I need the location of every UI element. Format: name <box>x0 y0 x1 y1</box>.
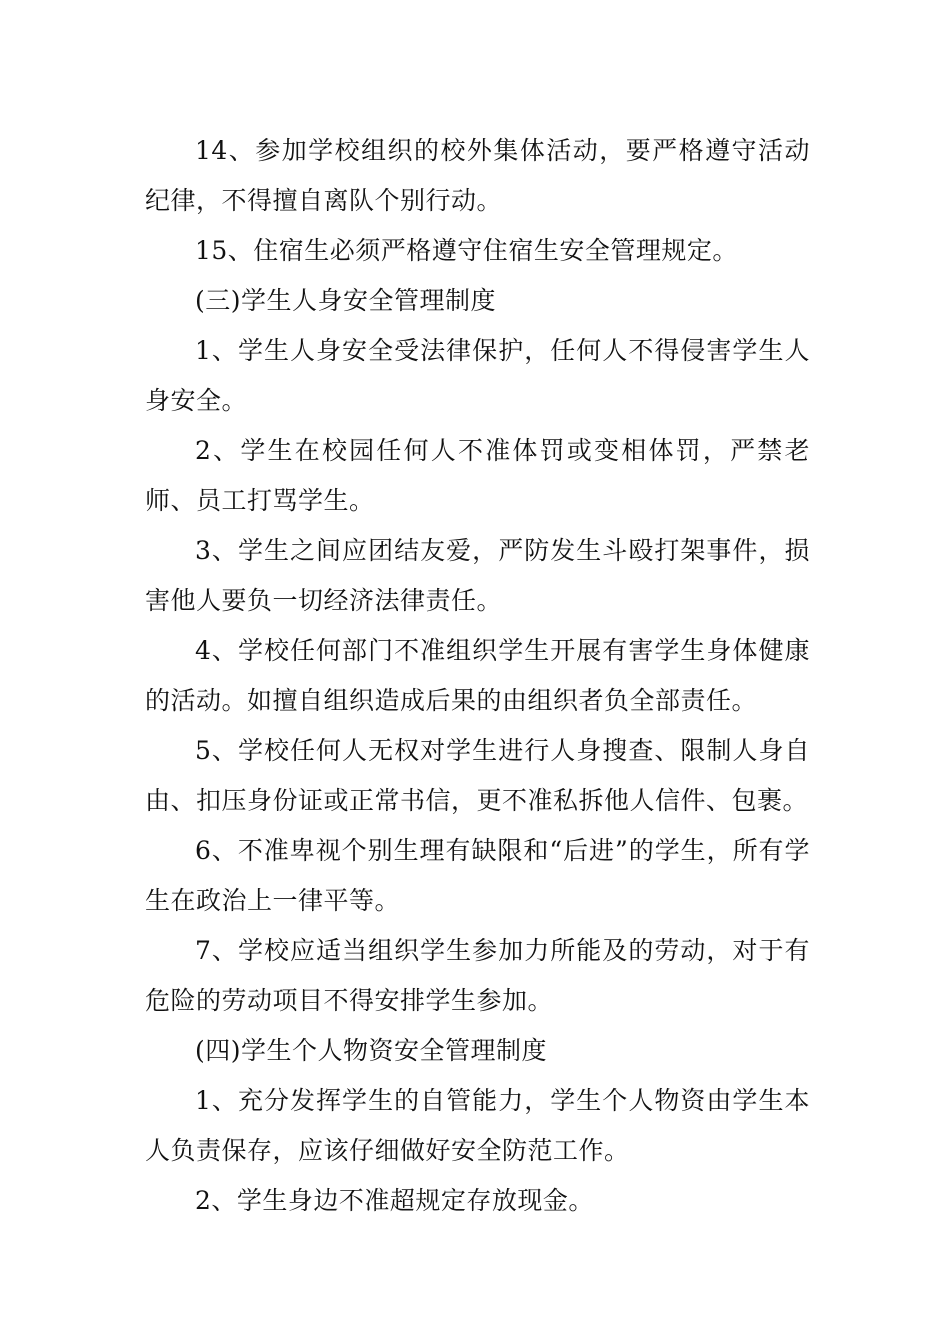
paragraph-personal-safety-2: 2、学生在校园任何人不准体罚或变相体罚，严禁老师、员工打骂学生。 <box>145 436 810 515</box>
paragraph-personal-safety-1: 1、学生人身安全受法律保护，任何人不得侵害学生人身安全。 <box>145 336 810 415</box>
section-heading-property-safety: (四)学生个人物资安全管理制度 <box>195 1036 548 1065</box>
document-page <box>145 126 810 1226</box>
paragraph-property-safety-1: 1、充分发挥学生的自管能力，学生个人物资由学生本人负责保存，应该仔细做好安全防范工作。 <box>145 1086 810 1165</box>
paragraph-item-15: 15、住宿生必须严格遵守住宿生安全管理规定。 <box>195 236 738 265</box>
section-heading-personal-safety: (三)学生人身安全管理制度 <box>195 286 497 315</box>
paragraph-personal-safety-7: 7、学校应适当组织学生参加力所能及的劳动，对于有危险的劳动项目不得安排学生参加。 <box>145 936 810 1015</box>
paragraph-property-safety-2: 2、学生身边不准超规定存放现金。 <box>195 1186 594 1215</box>
paragraph-personal-safety-6: 6、不准卑视个别生理有缺限和“后进”的学生，所有学生在政治上一律平等。 <box>145 836 810 915</box>
paragraph-personal-safety-5: 5、学校任何人无权对学生进行人身搜查、限制人身自由、扣压身份证或正常书信，更不准私拆他人信件、包裹。 <box>145 736 810 815</box>
paragraph-item-14: 14、参加学校组织的校外集体活动，要严格遵守活动纪律，不得擅自离队个别行动。 <box>145 136 810 215</box>
paragraph-personal-safety-3: 3、学生之间应团结友爱，严防发生斗殴打架事件，损害他人要负一切经济法律责任。 <box>145 536 810 615</box>
paragraph-personal-safety-4: 4、学校任何部门不准组织学生开展有害学生身体健康的活动。如擅自组织造成后果的由组织者负全部责任。 <box>145 636 810 715</box>
